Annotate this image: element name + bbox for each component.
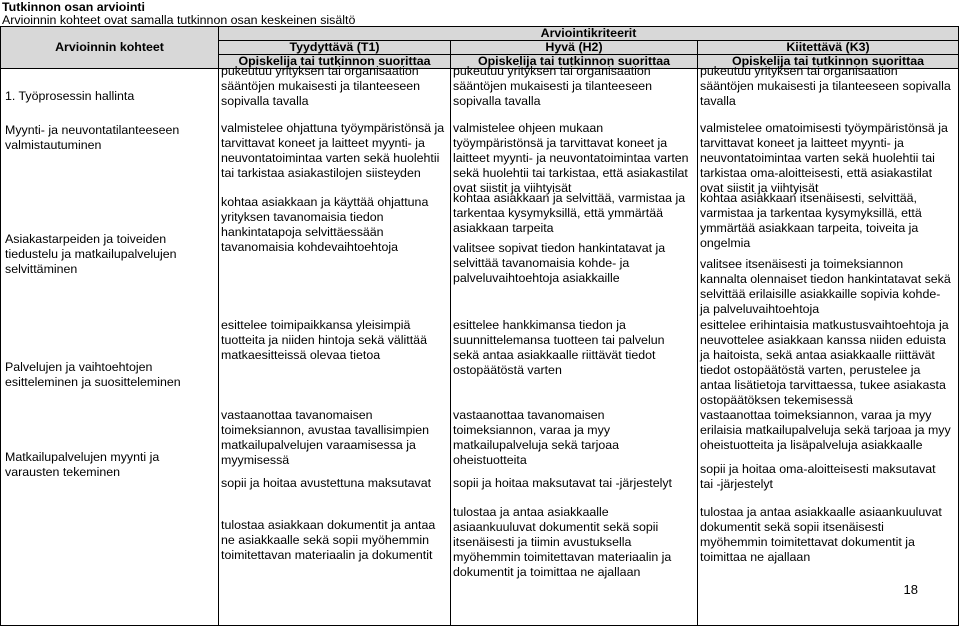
t1-criterion: kohtaa asiakkaan ja käyttää ohjattuna yrityksen tavanomaisia tiedon hankintatapoja selvittäessään tavanomaisia kohdevaihtoehtoja	[221, 195, 429, 254]
level-h2-header: Hyvä (H2)	[451, 41, 698, 55]
h2-criterion: kohtaa asiakkaan ja selvittää, varmistaa ja tarkentaa kysymyksillä, että ymmärtää asiakkaan tarpeita	[453, 191, 686, 235]
k3-criterion: tulostaa ja antaa asiakkaalle asiaankuuluvat dokumentit sekä sopii itsenäisesti myöhemmin toimitettavat dokumentit ja toimittaa ne ajallaan	[700, 505, 942, 564]
page-number: 18	[903, 582, 918, 597]
t1-criterion: vastaanottaa tavanomaisen toimeksiannon, avustaa tavallisimpien matkailupalvelujen varaamisessa ja myymisessä	[221, 408, 429, 467]
k3-criterion: kohtaa asiakkaan itsenäisesti, selvittää, varmistaa ja tarkentaa kysymyksillä, että ymmärtää asiakkaan tarpeita, toiveita ja ongelmia	[700, 191, 922, 250]
k3-criterion: valmistelee omatoimisesti työympäristönsä ja tarvittavat koneet ja laitteet myynti- ja neuvontatoimintaa varten sekä huolehtii tai tarkistaa oma-aloitteisesti, että asiakastilat ovat siistit ja viihtyisät	[700, 121, 948, 195]
intro-text: Arvioinnin kohteet ovat samalla tutkinnon osan keskeinen sisältö	[2, 13, 356, 27]
h2-criterion: pukeutuu yrityksen tai organisaation sääntöjen mukaisesti ja tilanteeseen sopivalla tavalla	[453, 64, 653, 108]
t1-column	[219, 64, 451, 626]
level-t1-header: Tyydyttävä (T1)	[219, 41, 451, 55]
column-header-targets: Arvioinnin kohteet	[1, 27, 219, 69]
k3-criterion: valitsee itsenäisesti ja toimeksiannon kannalta olennaiset tiedon hankintatavat sekä selvittää erilaisille asiakkaille sopivia kohde- ja palveluvaihtoehtoja	[700, 257, 951, 316]
k3-criterion: esittelee erihintaisia matkustusvaihtoehtoja ja neuvottelee asiakkaan kanssa niiden eduista ja haitoista, sekä antaa asiakkaalle riittävät tiedot ostopäätöstä varten, perustelee ja antaa lisätietoja tarvittaessa, tukee asiakasta ostopäätöksen tekemisessä	[700, 318, 949, 407]
target-item: Matkailupalvelujen myynti ja varausten tekeminen	[5, 450, 160, 479]
h2-criterion: valmistelee ohjeen mukaan työympäristönsä ja tarvittavat koneet ja laitteet myynti- ja neuvontatoimintaa varten sekä huolehtii tai tarkistaa, että asiakastilat ovat siistit ja viihtyisät	[453, 121, 689, 195]
h2-criterion: esittelee hankkimansa tiedon ja suunnittelemansa tuotteen tai palvelun sekä antaa asiakkaalle riittävät tiedot ostopäätöstä varten	[453, 318, 665, 377]
k3-criterion: sopii ja hoitaa oma-aloitteisesti maksutavat tai -järjestelyt	[700, 462, 936, 491]
target-item: Palvelujen ja vaihtoehtojen esitteleminen ja suositteleminen	[5, 360, 181, 389]
row-label-h2: Opiskelija tai tutkinnon suorittaa	[451, 55, 698, 69]
column-header-criteria: Arviointikriteerit	[219, 27, 959, 41]
t1-criterion: valmistelee ohjattuna työympäristönsä ja tarvittavat koneet ja laitteet myynti- ja neuvontatoimintaa varten sekä huolehtii tai tarkistaa asiakastilojen siisteyden	[221, 121, 445, 180]
group-title: 1. Työprosessin hallinta	[5, 89, 135, 103]
assessment-table	[0, 26, 959, 626]
t1-criterion: pukeutuu yrityksen tai organisaation sääntöjen mukaisesti ja tilanteeseen sopivalla tavalla	[221, 64, 421, 108]
page-heading: Tutkinnon osan arviointi	[2, 0, 145, 14]
t1-criterion: sopii ja hoitaa avustettuna maksutavat	[221, 476, 432, 490]
row-label-t1: Opiskelija tai tutkinnon suorittaa	[219, 55, 451, 69]
targets-column	[1, 69, 219, 626]
level-k3-header: Kiitettävä (K3)	[698, 41, 959, 55]
h2-criterion: tulostaa ja antaa asiakkaalle asiaankuuluvat dokumentit sekä sopii itsenäisesti ja tiimin avustuksella myöhemmin toimitettavan materiaalin ja dokumentit ja toimittaa ne ajallaan	[453, 505, 672, 579]
h2-criterion: valitsee sopivat tiedon hankintatavat ja selvittää tavanomaisia kohde- ja palveluvaihtoehtoja asiakkaille	[453, 241, 666, 285]
k3-criterion: vastaanottaa toimeksiannon, varaa ja myy erilaisia matkailupalveluja sekä tarjoaa ja myy oheistuotteita ja lisäpalveluja asiakkaalle	[700, 408, 951, 452]
target-item: Myynti- ja neuvontatilanteeseen valmistautuminen	[5, 123, 180, 152]
k3-criterion: pukeutuu yrityksen tai organisaation sääntöjen mukaisesti ja tilanteeseen sopivalla tavalla	[700, 64, 951, 108]
h2-column	[451, 64, 698, 626]
t1-criterion: esittelee toimipaikkansa yleisimpiä tuotteita ja niiden hintoja sekä välittää matkaesitteissä olevaa tietoa	[221, 318, 427, 362]
k3-column	[698, 64, 959, 626]
t1-criterion: tulostaa asiakkaan dokumentit ja antaa ne asiakkaalle sekä sopii myöhemmin toimitettavan materiaalin ja dokumentit	[221, 518, 436, 562]
target-item: Asiakastarpeiden ja toiveiden tiedustelu ja matkailupalvelujen selvittäminen	[5, 232, 177, 276]
h2-criterion: sopii ja hoitaa maksutavat tai -järjestelyt	[453, 476, 673, 490]
h2-criterion: vastaanottaa tavanomaisen toimeksiannon, varaa ja myy matkailupalveluja sekä tarjoaa oheistuotteita	[453, 408, 619, 467]
row-label-k3: Opiskelija tai tutkinnon suorittaa	[698, 55, 959, 69]
